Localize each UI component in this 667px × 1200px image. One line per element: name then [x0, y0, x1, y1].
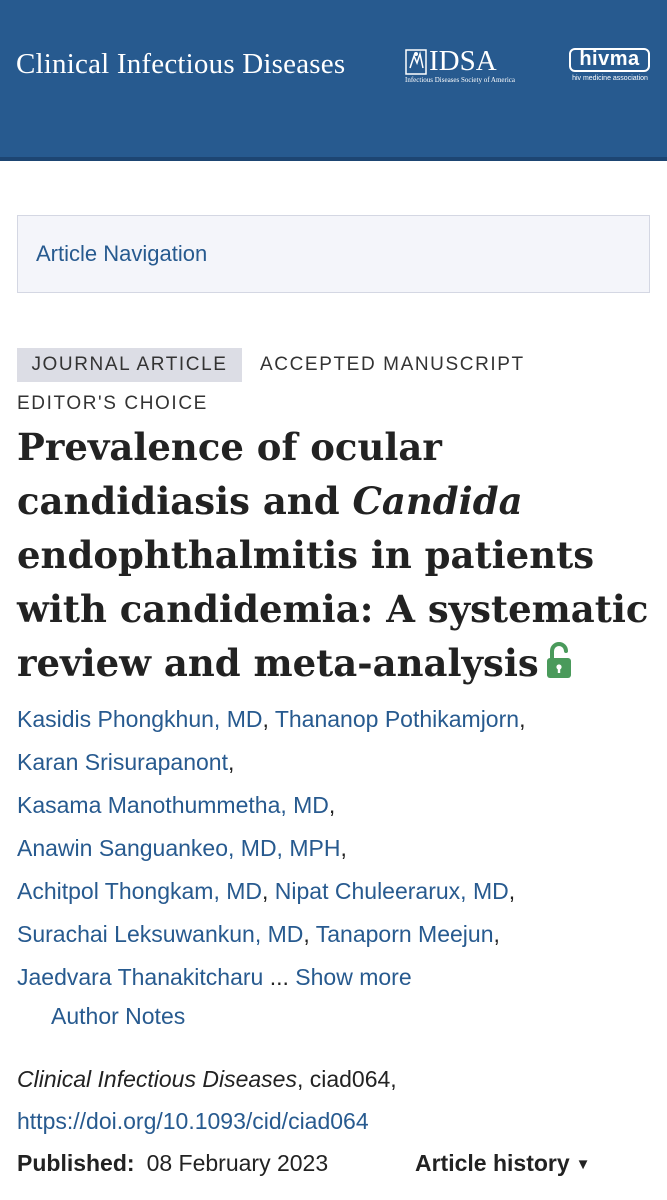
author-notes-link[interactable]: Author Notes: [51, 1003, 186, 1029]
article-navigation-toggle[interactable]: [17, 215, 650, 293]
hivma-logo[interactable]: [569, 48, 651, 86]
show-more-link[interactable]: Show more: [295, 964, 412, 990]
author-separator: ,: [328, 792, 336, 818]
title-line: endophthalmitis in patients: [17, 533, 595, 577]
header-divider: [0, 157, 667, 161]
title-line: with candidemia: A systematic: [17, 587, 649, 631]
manuscript-status-tag: ACCEPTED MANUSCRIPT: [260, 354, 525, 375]
open-lock-icon: [545, 640, 573, 680]
article-history-toggle[interactable]: [415, 1142, 591, 1186]
idsa-logo-text: IDSA: [429, 45, 497, 77]
journal-title[interactable]: Clinical Infectious Diseases: [16, 48, 346, 80]
author-list: [17, 698, 657, 999]
title-line: Prevalence of ocular: [17, 425, 442, 469]
author-line: [17, 913, 657, 956]
article-type-tag: JOURNAL ARTICLE: [17, 348, 242, 382]
idsa-logo[interactable]: [405, 46, 537, 86]
author-separator: ,: [303, 921, 310, 947]
idsa-emblem-icon: [405, 48, 429, 76]
title-line: [17, 636, 657, 690]
author-line: [17, 870, 657, 913]
author-link[interactable]: Anawin Sanguankeo, MD, MPH: [17, 835, 341, 861]
article-navigation-label: Article Navigation: [36, 241, 208, 266]
author-separator: ,: [340, 835, 347, 861]
author-separator: ,: [508, 878, 516, 904]
citation-line: [17, 1058, 397, 1100]
citation-journal: Clinical Infectious Diseases: [17, 1066, 297, 1092]
citation-id: , ciad064,: [296, 1066, 397, 1092]
author-line: [17, 741, 657, 784]
author-separator: ,: [519, 706, 526, 732]
hivma-logo-subtitle: hiv medicine association: [572, 75, 648, 82]
doi-link[interactable]: https://doi.org/10.1093/cid/ciad064: [17, 1108, 369, 1134]
published-info: [17, 1142, 328, 1184]
citation-line: [17, 1100, 397, 1142]
author-separator: ,: [262, 706, 269, 732]
title-line: [17, 474, 657, 528]
author-separator: ,: [262, 878, 269, 904]
author-link[interactable]: Tanaporn Meejun: [315, 921, 494, 947]
caret-down-icon: ▼: [575, 1156, 591, 1173]
author-link[interactable]: Nipat Chuleerarux, MD: [274, 878, 509, 904]
author-line: [17, 956, 657, 999]
idsa-logo-subtitle: Infectious Diseases Society of America: [405, 76, 516, 84]
author-link[interactable]: Karan Srisurapanont: [17, 749, 228, 775]
author-link[interactable]: Kasidis Phongkhun, MD: [17, 706, 263, 732]
author-ellipsis: ...: [263, 964, 296, 990]
article-history-label: Article history: [415, 1150, 570, 1176]
hivma-logo-text: hivma: [569, 48, 650, 72]
author-link[interactable]: Kasama Manothummetha, MD: [17, 792, 329, 818]
citation: [17, 1058, 397, 1142]
published-date: 08 February 2023: [146, 1150, 329, 1176]
author-separator: ,: [493, 921, 500, 947]
title-italic-fragment: Candida: [352, 479, 523, 523]
author-line: [17, 784, 657, 827]
editors-choice-badge: EDITOR'S CHOICE: [17, 393, 208, 414]
author-link[interactable]: Jaedvara Thanakitcharu: [17, 964, 264, 990]
published-label: Published:: [17, 1150, 135, 1176]
author-line: [17, 698, 657, 741]
title-fragment: review and meta-analysis: [17, 641, 539, 685]
author-link[interactable]: Surachai Leksuwankun, MD: [17, 921, 304, 947]
site-header: [0, 0, 667, 160]
author-line: [17, 827, 657, 870]
author-separator: ,: [227, 749, 235, 775]
author-link[interactable]: Thananop Pothikamjorn: [274, 706, 520, 732]
article-title: [17, 420, 657, 690]
title-fragment: candidiasis and: [17, 479, 353, 523]
author-link[interactable]: Achitpol Thongkam, MD: [17, 878, 263, 904]
